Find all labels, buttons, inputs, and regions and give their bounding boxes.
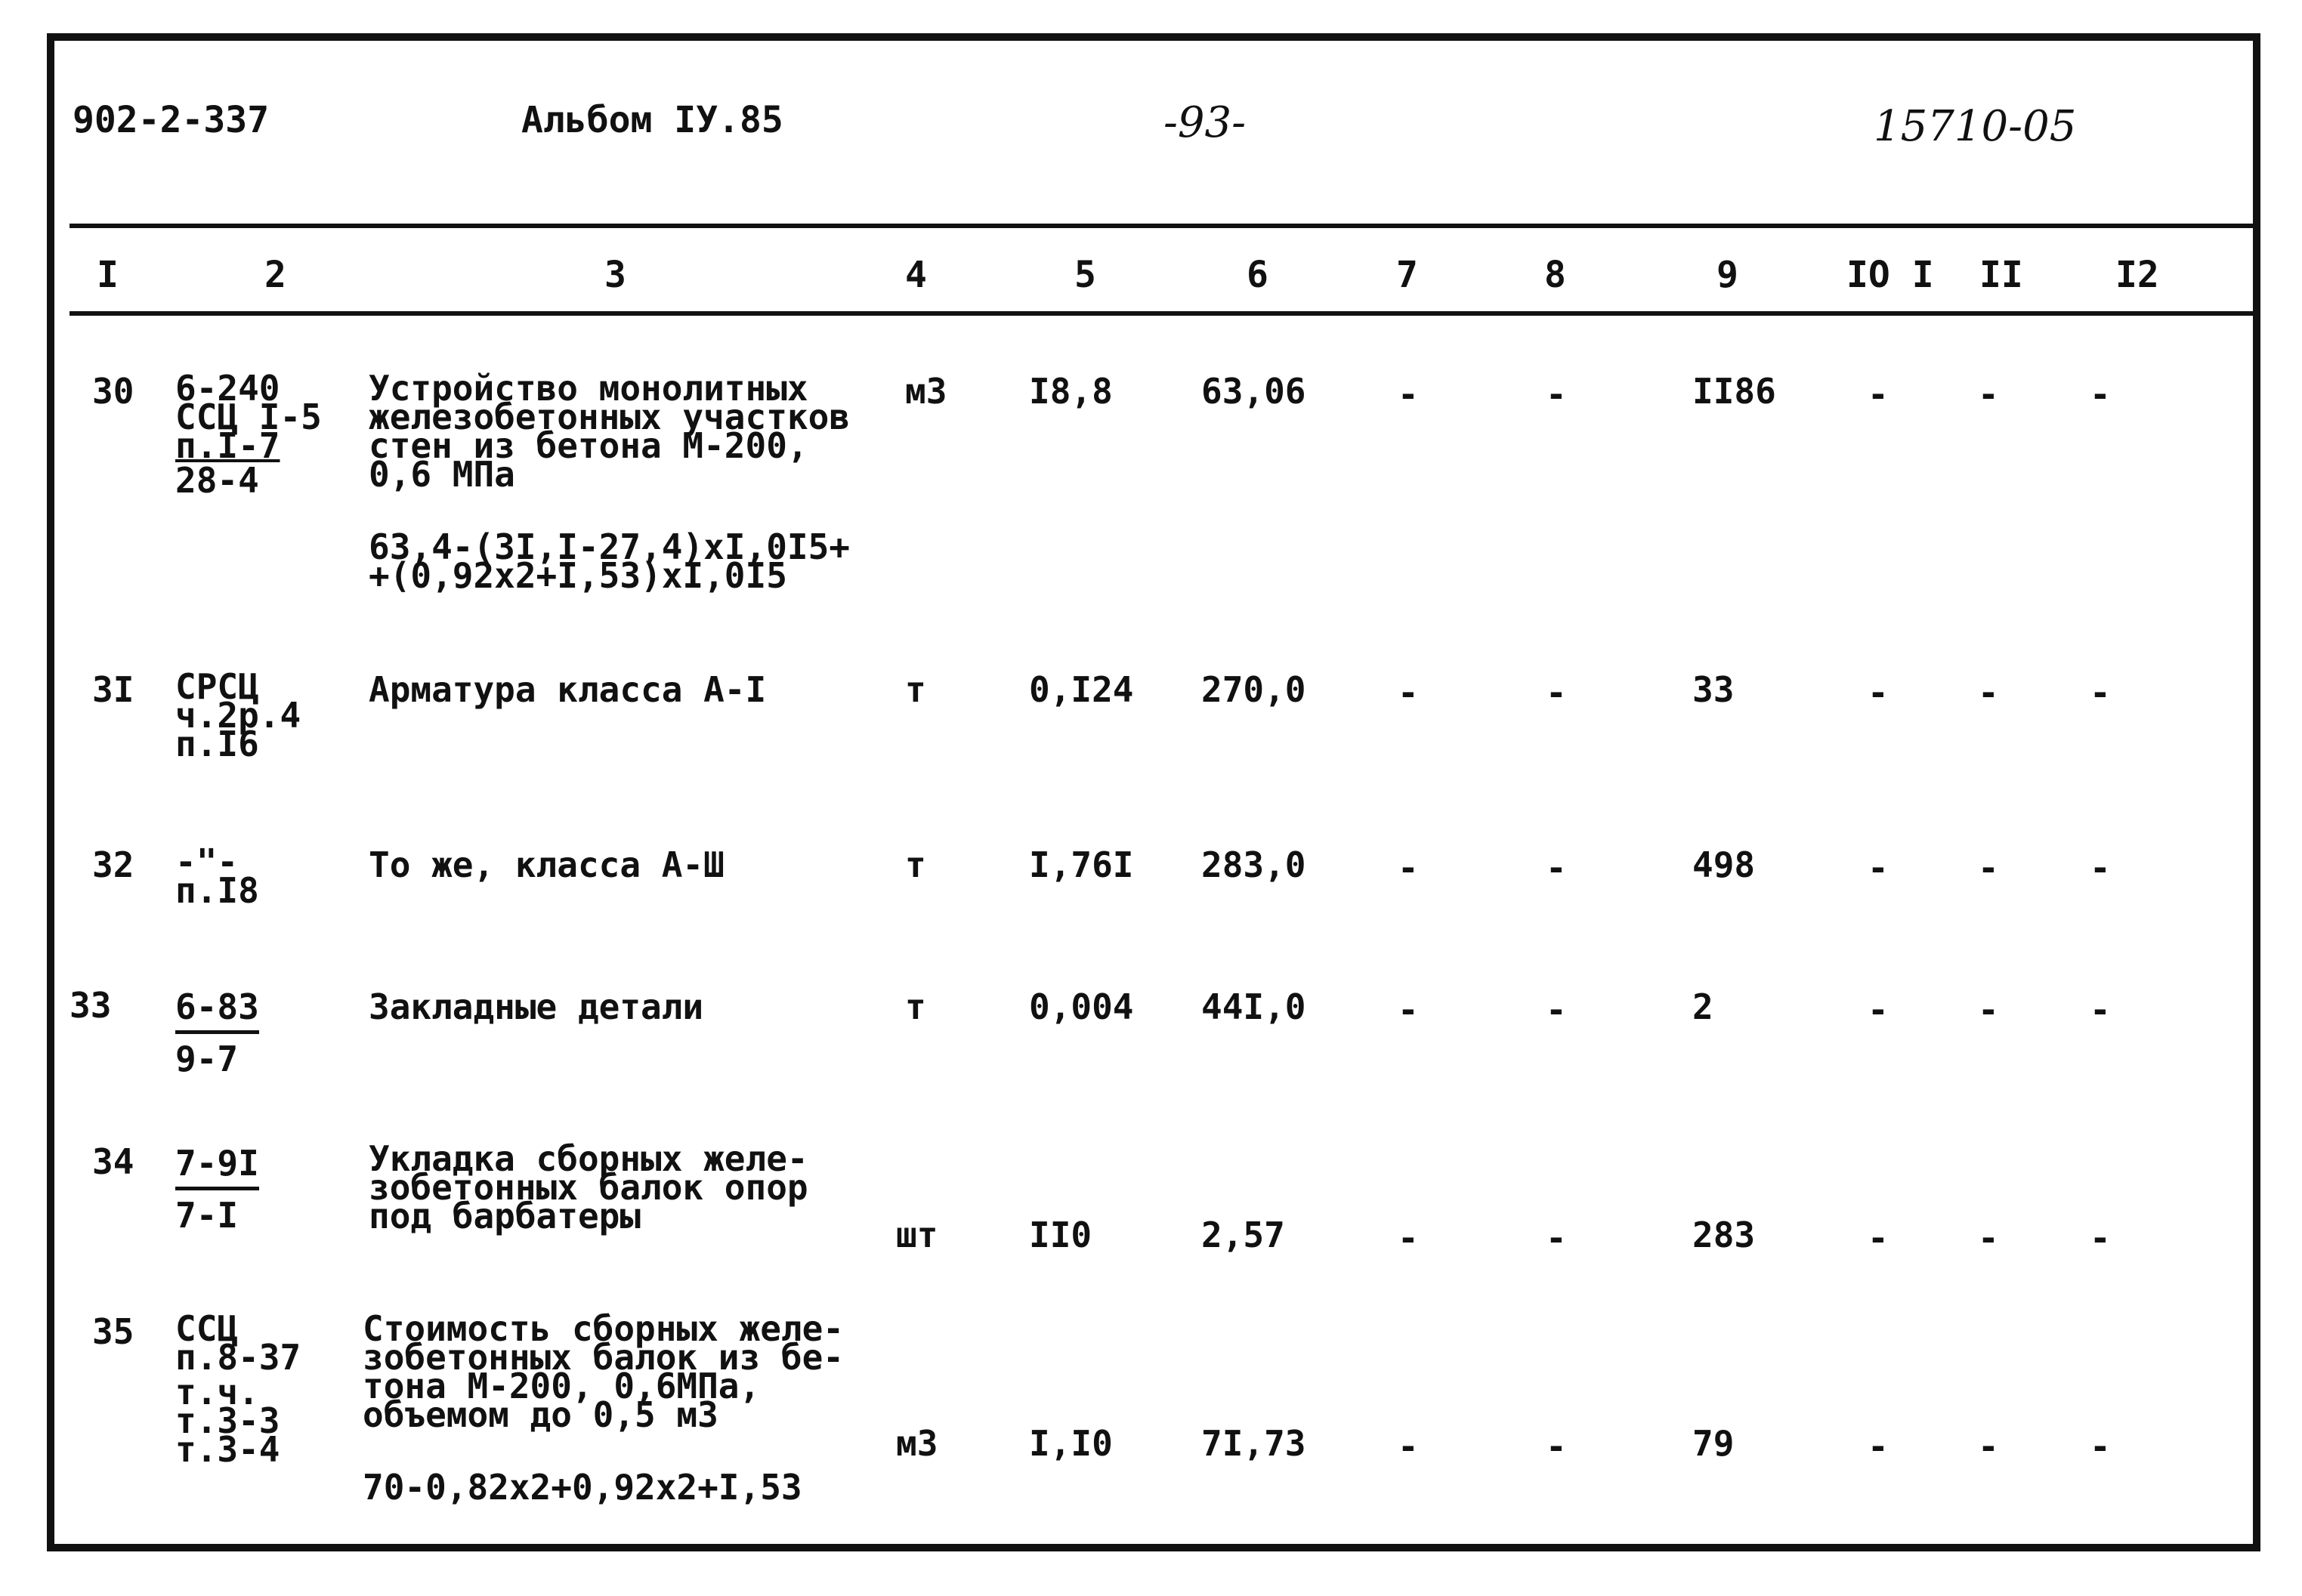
row-30-col8: - — [1546, 374, 1567, 415]
row-35-reference: ССЦ п.8-37 т.ч. т.3-3 т.3-4 — [175, 1308, 301, 1470]
row-34-total: 283 — [1692, 1215, 1756, 1255]
row-31-col7: - — [1398, 672, 1419, 713]
col-header-6: 6 — [1247, 254, 1268, 296]
col-header-9: 9 — [1716, 254, 1738, 296]
col-header-10-11: IO I — [1846, 254, 1934, 296]
row-31-total: 33 — [1692, 669, 1735, 710]
row-33-quantity: 0,004 — [1029, 986, 1134, 1027]
row-31-number: 3I — [92, 669, 134, 710]
row-31-price: 270,0 — [1201, 669, 1306, 710]
row-33-total: 2 — [1692, 986, 1713, 1027]
col-header-8: 8 — [1544, 254, 1566, 296]
row-35-quantity: I,I0 — [1029, 1423, 1113, 1464]
row-35-unit: м3 — [896, 1423, 938, 1464]
row-35-col11: - — [1978, 1426, 1999, 1467]
row-33-number: 33 — [70, 985, 112, 1026]
row-32-col10: - — [1868, 847, 1889, 888]
col-header-4: 4 — [905, 254, 927, 296]
row-30-col11: - — [1978, 374, 1999, 415]
row-34-quantity: II0 — [1029, 1215, 1092, 1255]
row-32-description: То же, класса А-Ш — [369, 844, 725, 885]
header-bottom-rule — [70, 311, 2260, 316]
row-31-col8: - — [1546, 672, 1567, 713]
page-number: -93- — [1163, 98, 1247, 147]
row-30-unit: м3 — [905, 371, 947, 412]
row-35-number: 35 — [92, 1311, 134, 1352]
row-33-col10: - — [1868, 989, 1889, 1030]
col-header-11: II — [1979, 254, 2023, 296]
row-32-total: 498 — [1692, 844, 1756, 885]
row-35-description: Стоимость сборных желе- зобетонных балок из бе- тона М-200, 0,6МПа, объемом до 0,5 м3 — [363, 1308, 844, 1435]
row-34-col11: - — [1978, 1218, 1999, 1258]
row-33-col7: - — [1398, 989, 1419, 1030]
row-30-reference: 6-240 ССЦ I-5 п.I-7 28-4 — [175, 368, 322, 501]
row-33-col11: - — [1978, 989, 1999, 1030]
header-top-rule — [70, 224, 2260, 228]
row-32-quantity: I,76I — [1029, 844, 1134, 885]
row-34-col12: - — [2090, 1218, 2111, 1258]
row-30-col12: - — [2090, 374, 2111, 415]
row-31-reference: СРСЦ ч.2р.4 п.I6 — [175, 666, 301, 764]
row-32-unit: т — [905, 844, 926, 885]
col-header-2: 2 — [264, 254, 286, 296]
row-31-col11: - — [1978, 672, 1999, 713]
col-header-7: 7 — [1396, 254, 1418, 296]
row-35-col8: - — [1546, 1426, 1567, 1467]
row-34-description: Укладка сборных желе- зобетонных балок опор под барбатеры — [369, 1138, 808, 1236]
row-33-price: 44I,0 — [1201, 986, 1306, 1027]
row-30-price: 63,06 — [1201, 371, 1306, 412]
row-31-quantity: 0,I24 — [1029, 669, 1134, 710]
row-32-reference: -"- п.I8 — [175, 841, 259, 911]
row-31-col10: - — [1868, 672, 1889, 713]
row-34-price: 2,57 — [1201, 1215, 1285, 1255]
row-33-col8: - — [1546, 989, 1567, 1030]
row-32-col7: - — [1398, 847, 1419, 888]
row-33-col12: - — [2090, 989, 2111, 1030]
doc-code: 902-2-337 — [73, 99, 270, 141]
col-header-3: 3 — [604, 254, 626, 296]
row-31-description: Арматура класса А-I — [369, 669, 767, 710]
row-31-unit: т — [905, 669, 926, 710]
row-34-col8: - — [1546, 1218, 1567, 1258]
row-30-total: II86 — [1692, 371, 1776, 412]
row-33-unit: т — [905, 986, 926, 1027]
row-32-col8: - — [1546, 847, 1567, 888]
row-35-price: 7I,73 — [1201, 1423, 1306, 1464]
row-32-col11: - — [1978, 847, 1999, 888]
row-32-col12: - — [2090, 847, 2111, 888]
row-34-col7: - — [1398, 1218, 1419, 1258]
row-33-description: Закладные детали — [369, 986, 704, 1027]
inventory-number: 15710-05 — [1874, 102, 2077, 151]
row-35-formula: 70-0,82x2+0,92x2+I,53 — [363, 1467, 802, 1508]
row-30-col10: - — [1868, 374, 1889, 415]
row-34-number: 34 — [92, 1141, 134, 1182]
row-33-reference: 6-83 9-7 — [175, 986, 259, 1079]
col-header-12: I2 — [2115, 254, 2159, 296]
album-label: Альбом IУ.85 — [521, 99, 783, 141]
row-35-col7: - — [1398, 1426, 1419, 1467]
row-31-col12: - — [2090, 672, 2111, 713]
row-30-col7: - — [1398, 374, 1419, 415]
row-34-reference: 7-9I 7-I — [175, 1143, 259, 1236]
row-30-quantity: I8,8 — [1029, 371, 1113, 412]
row-35-col10: - — [1868, 1426, 1889, 1467]
row-32-number: 32 — [92, 844, 134, 885]
row-32-price: 283,0 — [1201, 844, 1306, 885]
row-30-description: Устройство монолитных железобетонных участков стен из бетона М-200, 0,6 МПа — [369, 368, 850, 495]
row-35-col12: - — [2090, 1426, 2111, 1467]
row-34-col10: - — [1868, 1218, 1889, 1258]
row-30-number: 30 — [92, 371, 134, 412]
col-header-5: 5 — [1074, 254, 1096, 296]
row-35-total: 79 — [1692, 1423, 1735, 1464]
row-34-unit: шт — [896, 1215, 938, 1255]
row-30-formula: 63,4-(3I,I-27,4)xI,0I5+ +(0,92x2+I,53)xI,0I5 — [369, 526, 850, 596]
col-header-1: I — [97, 254, 119, 296]
